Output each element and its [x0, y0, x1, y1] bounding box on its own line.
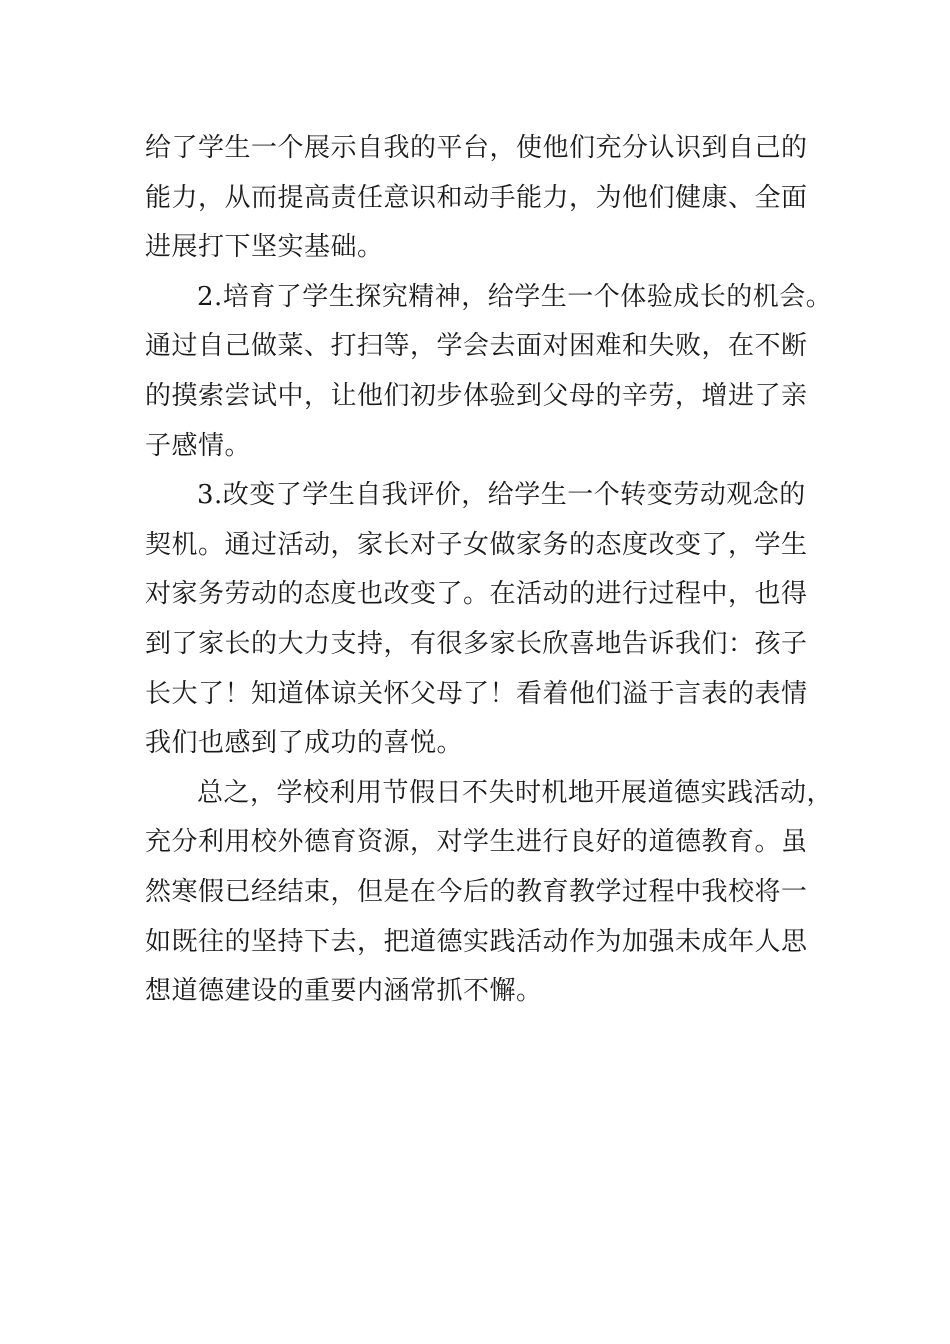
text-line: 的摸索尝试中，让他们初步体验到父母的辛劳，增进了亲: [145, 380, 808, 411]
text-line: 给了学生一个展示自我的平台，使他们充分认识到自己的: [145, 133, 808, 163]
text-line: 到了家长的大力支持，有很多家长欣喜地告诉我们：孩子: [145, 628, 808, 659]
text-line: 长大了！知道体谅关怀父母了！看着他们溢于言表的表情: [145, 678, 808, 709]
text-line: 2.培育了学生探究精神，给学生一个体验成长的机会。: [197, 281, 833, 312]
text-line: 总之，学校利用节假日不失时机地开展道德实践活动，: [197, 777, 834, 808]
paragraph-1: [145, 124, 815, 273]
text-line: 充分利用校外德育资源，对学生进行良好的道德教育。虽: [145, 827, 808, 858]
document-page: [145, 124, 834, 1017]
paragraph-3: [145, 471, 815, 769]
text-line: 如既往的坚持下去，把道德实践活动作为加强未成年人思: [145, 926, 808, 957]
text-line: 子感情。: [145, 430, 252, 461]
text-line: 我们也感到了成功的喜悦。: [145, 728, 464, 759]
text-line: 对家务劳动的态度也改变了。在活动的进行过程中，也得: [145, 579, 808, 610]
text-line: 然寒假已经结束，但是在今后的教育教学过程中我校将一: [145, 876, 808, 907]
paragraph-2: [145, 273, 833, 471]
text-line: 进展打下坚实基础。: [145, 232, 384, 263]
text-line: 能力，从而提高责任意识和动手能力，为他们健康、全面: [145, 182, 808, 213]
text-line: 通过自己做菜、打扫等，学会去面对困难和失败，在不断: [145, 331, 808, 362]
text-line: 3.改变了学生自我评价，给学生一个转变劳动观念的: [197, 480, 806, 511]
text-line: 契机。通过活动，家长对子女做家务的态度改变了，学生: [145, 529, 808, 560]
paragraph-4: [145, 769, 834, 1017]
text-line: 想道德建设的重要内涵常抓不懈。: [145, 976, 543, 1007]
